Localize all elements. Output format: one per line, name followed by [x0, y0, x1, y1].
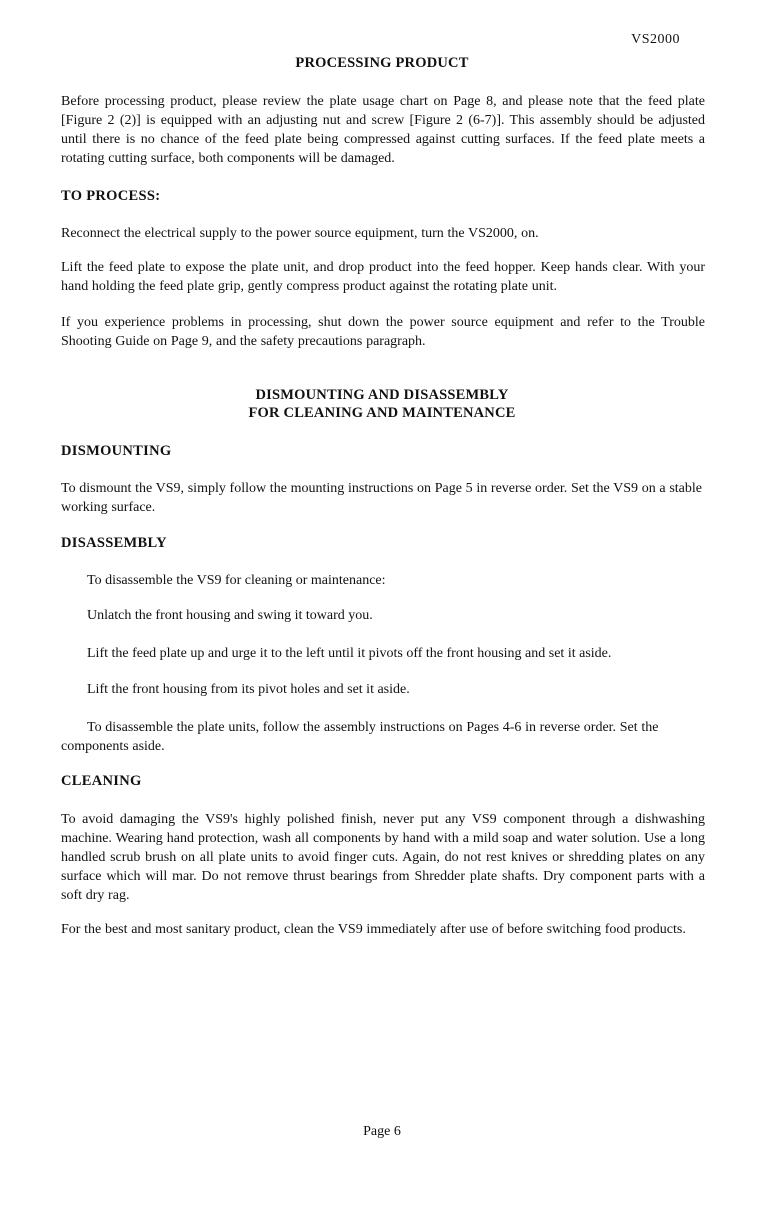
dismounting-paragraph: To dismount the VS9, simply follow the mounting instructions on Page 5 in reverse order. Set the VS9 on a stable working surface.: [61, 481, 702, 515]
to-process-paragraph-2: Lift the feed plate to expose the plate unit, and drop product into the feed hopper. Keep hands clear. With your hand holding the feed plate grip, gently compress product against the rotating plate unit.: [61, 260, 705, 294]
heading-to-process: TO PROCESS:: [61, 188, 161, 204]
section-title-dismounting-line1: DISMOUNTING AND DISASSEMBLY: [255, 387, 509, 403]
section-title-dismounting-line2: FOR CLEANING AND MAINTENANCE: [248, 405, 516, 421]
disassembly-final-paragraph: To disassemble the plate units, follow the assembly instructions on Pages 4-6 in reverse order. Set the components aside.: [61, 720, 659, 754]
cleaning-paragraph-2: For the best and most sanitary product, clean the VS9 immediately after use of before switching food products.: [61, 922, 686, 937]
processing-intro-paragraph: Before processing product, please review the plate usage chart on Page 8, and please note that the feed plate [Figure 2 (2)] is equipped with an adjusting nut and screw [Figure 2 (6-7)]. This assembly should be adjusted until there is no chance of the feed plate being compressed against cutting surfaces. If the feed plate meets a rotating cutting surface, both components will be damaged.: [61, 94, 705, 166]
heading-cleaning: CLEANING: [61, 773, 142, 789]
disassembly-step-3: Lift the front housing from its pivot holes and set it aside.: [87, 682, 410, 697]
document-id: VS2000: [631, 32, 680, 47]
disassembly-step-2: Lift the feed plate up and urge it to the left until it pivots off the front housing and set it aside.: [87, 646, 612, 661]
to-process-paragraph-1: Reconnect the electrical supply to the power source equipment, turn the VS2000, on.: [61, 226, 539, 241]
heading-dismounting: DISMOUNTING: [61, 443, 172, 459]
disassembly-intro: To disassemble the VS9 for cleaning or maintenance:: [87, 573, 386, 588]
to-process-paragraph-3: If you experience problems in processing, shut down the power source equipment and refer to the Trouble Shooting Guide on Page 9, and the safety precautions paragraph.: [61, 315, 705, 349]
heading-disassembly: DISASSEMBLY: [61, 535, 167, 551]
disassembly-step-1: Unlatch the front housing and swing it toward you.: [87, 608, 373, 623]
cleaning-paragraph-1: To avoid damaging the VS9's highly polished finish, never put any VS9 component through a dishwashing machine. Wearing hand protection, wash all components by hand with a mild soap and water solution. Use a long handled scrub brush on all plate units to avoid finger cuts. Again, do not rest knives or shredding plates on any surface which will mar. Do not remove thrust bearings from Shredder plate shafts. Dry component parts with a soft dry rag.: [61, 812, 705, 903]
page-number: Page 6: [363, 1124, 401, 1139]
section-title-processing: PROCESSING PRODUCT: [295, 55, 469, 71]
